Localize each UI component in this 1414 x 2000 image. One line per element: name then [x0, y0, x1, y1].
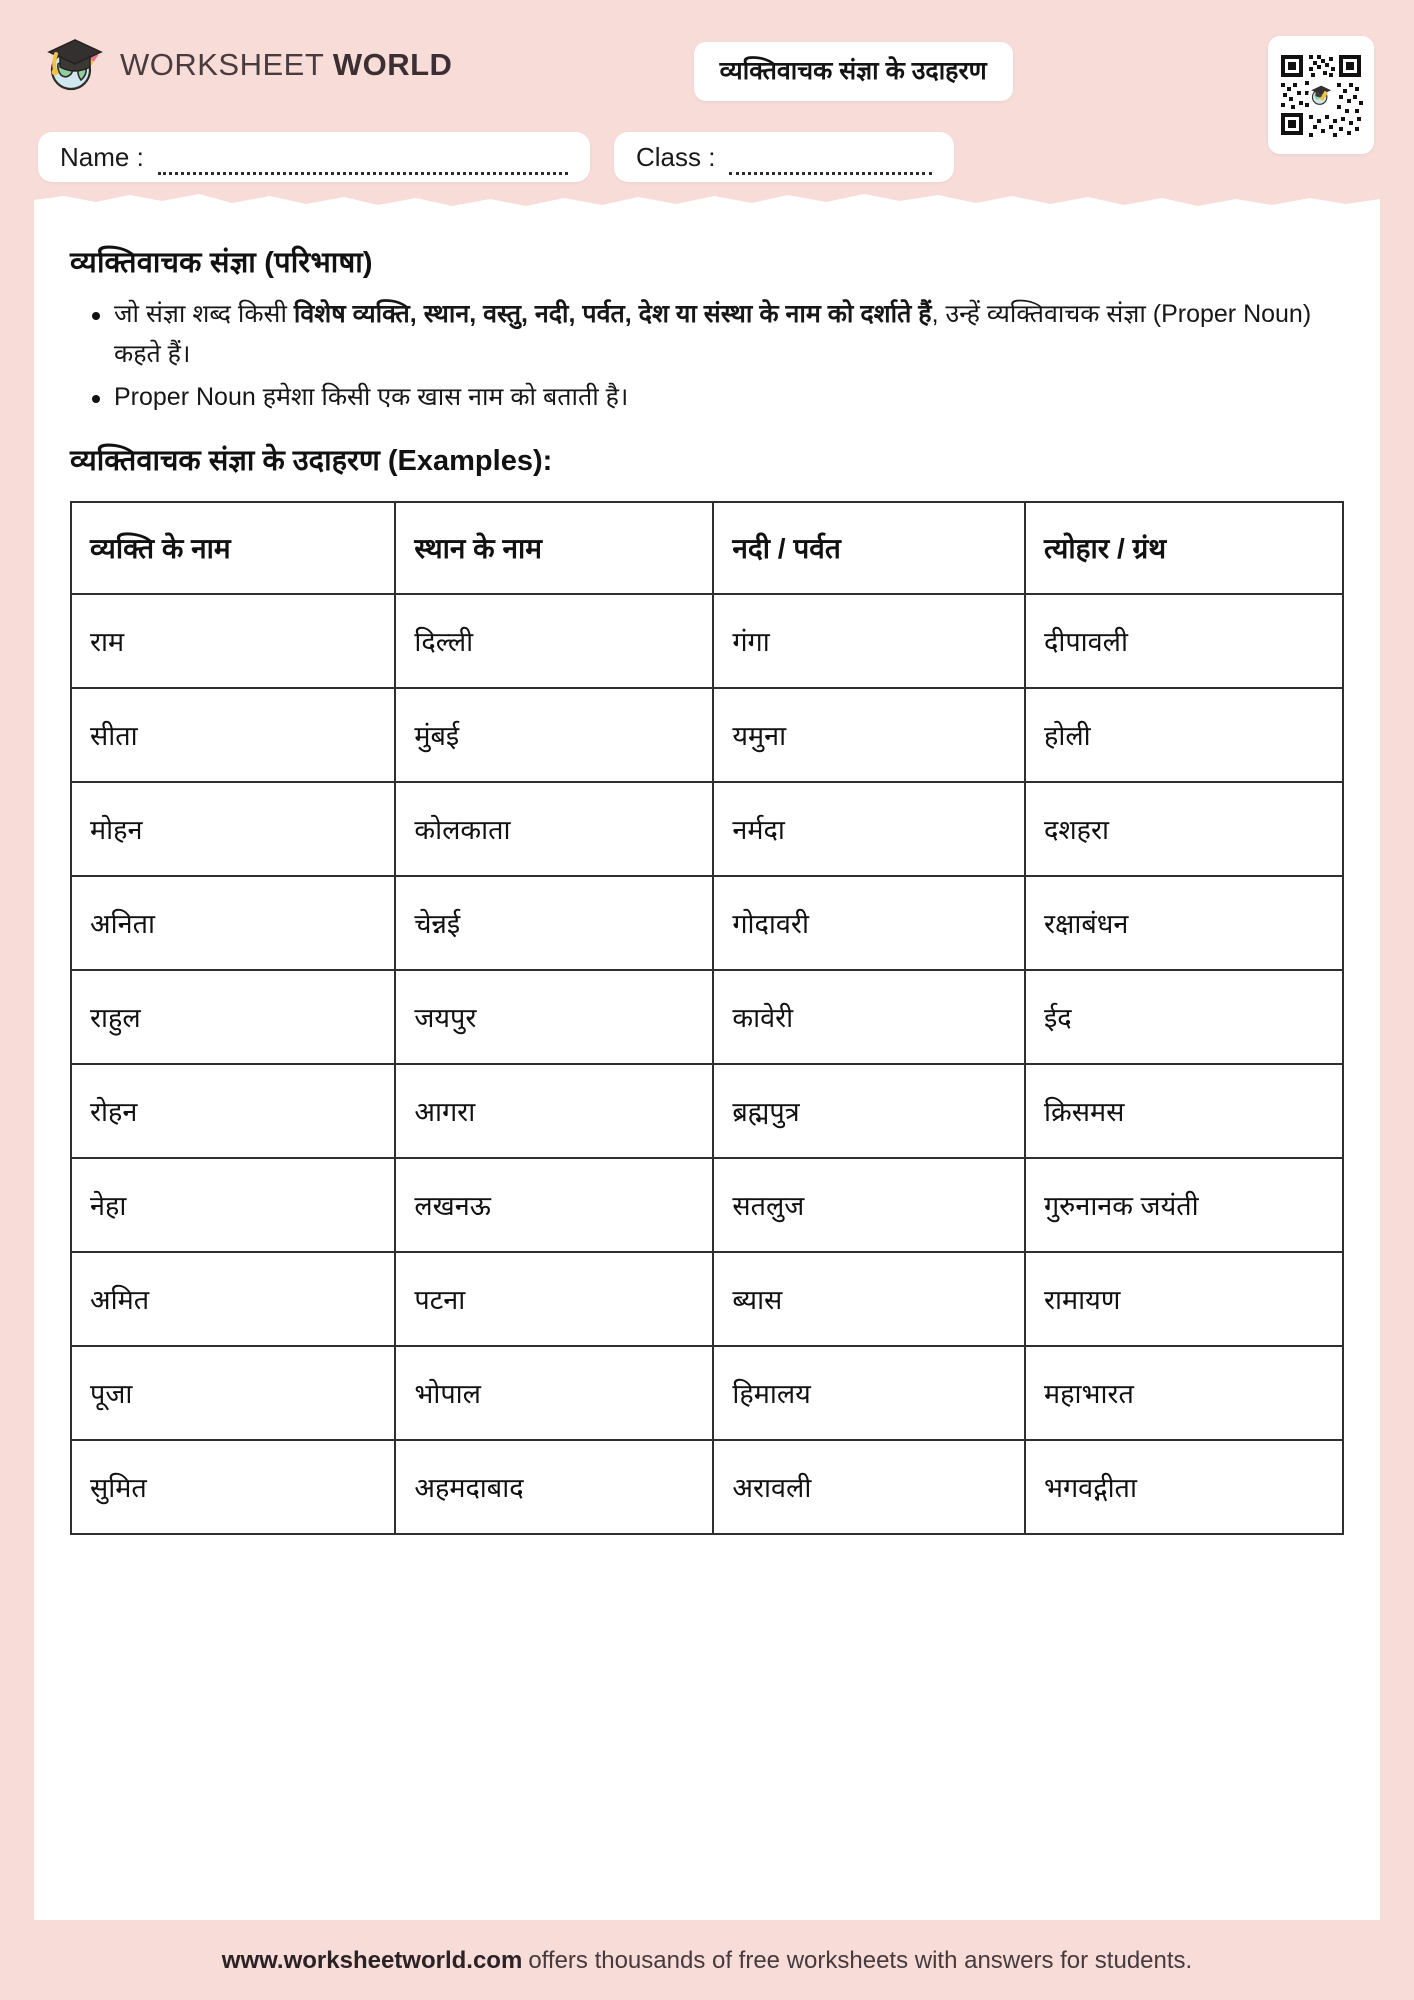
table-row — [71, 1064, 1343, 1158]
cell-person: अमित — [71, 1252, 395, 1346]
name-label: Name : — [60, 141, 144, 172]
cell-festival-scripture: भगवद्गीता — [1025, 1440, 1343, 1534]
cell-river-mountain: सतलुज — [713, 1158, 1025, 1252]
qr-code-icon — [1277, 47, 1365, 143]
cell-festival-scripture: दशहरा — [1025, 782, 1343, 876]
qr-code-panel[interactable] — [1268, 36, 1374, 154]
name-input[interactable] — [158, 153, 568, 175]
cell-festival-scripture: होली — [1025, 688, 1343, 782]
class-label: Class : — [636, 141, 716, 172]
definition-heading: व्यक्तिवाचक संज्ञा (परिभाषा) — [70, 247, 373, 279]
column-header-person: व्यक्ति के नाम — [71, 502, 395, 594]
column-header-festival-scripture: त्योहार / ग्रंथ — [1025, 502, 1343, 594]
examples-heading: व्यक्तिवाचक संज्ञा के उदाहरण (Examples): — [70, 444, 553, 477]
cell-festival-scripture: गुरुनानक जयंती — [1025, 1158, 1343, 1252]
examples-table — [70, 501, 1344, 1535]
class-field[interactable] — [614, 132, 954, 182]
cell-place: अहमदाबाद — [395, 1440, 713, 1534]
cell-river-mountain: यमुना — [713, 688, 1025, 782]
bullet-1-emphasis: विशेष व्यक्ति, स्थान, वस्तु, नदी, पर्वत, देश या संस्था के नाम को दर्शाते हैं — [293, 300, 932, 328]
cell-festival-scripture: रामायण — [1025, 1252, 1343, 1346]
cell-place: चेन्नई — [395, 876, 713, 970]
brand-name: WORKSHEET WORLD — [120, 47, 453, 82]
cell-river-mountain: ब्यास — [713, 1252, 1025, 1346]
cell-river-mountain: हिमालय — [713, 1346, 1025, 1440]
bullet-2-part1: Proper Noun हमेशा किसी एक खास नाम को बताती है। — [114, 383, 629, 411]
cell-place: पटना — [395, 1252, 713, 1346]
cell-river-mountain: गोदावरी — [713, 876, 1025, 970]
cell-river-mountain: ब्रह्मपुत्र — [713, 1064, 1025, 1158]
graduation-cap-globe-pencil-logo — [44, 34, 106, 96]
cell-place: मुंबई — [395, 688, 713, 782]
cell-festival-scripture: रक्षाबंधन — [1025, 876, 1343, 970]
table-row — [71, 1346, 1343, 1440]
definition-bullet-2 — [70, 378, 1344, 418]
footer-url[interactable]: www.worksheetworld.com — [221, 1947, 523, 1974]
table-row — [71, 970, 1343, 1064]
bullet-1-part2: , उन्हें व्यक्तिवाचक संज्ञा (Proper Noun) कहते हैं। — [114, 300, 1312, 368]
table-row — [71, 594, 1343, 688]
cell-person: सुमित — [71, 1440, 395, 1534]
cell-place: आगरा — [395, 1064, 713, 1158]
cell-festival-scripture: दीपावली — [1025, 594, 1343, 688]
table-row — [71, 688, 1343, 782]
cell-person: रोहन — [71, 1064, 395, 1158]
footer-text: offers thousands of free worksheets with answers for students. — [528, 1947, 1193, 1974]
cell-person: राम — [71, 594, 395, 688]
examples-table-head — [71, 502, 1343, 594]
worksheet-footer — [0, 1922, 1414, 2000]
table-row — [71, 1158, 1343, 1252]
cell-person: मोहन — [71, 782, 395, 876]
examples-table-body — [71, 594, 1343, 1534]
definition-bullet-list — [70, 295, 1344, 418]
cell-river-mountain: कावेरी — [713, 970, 1025, 1064]
cell-place: भोपाल — [395, 1346, 713, 1440]
brand — [30, 28, 452, 96]
table-row — [71, 782, 1343, 876]
cell-person: सीता — [71, 688, 395, 782]
bullet-1-part1: जो संज्ञा शब्द किसी — [114, 300, 294, 328]
table-row — [71, 876, 1343, 970]
header-top-row — [30, 28, 1384, 116]
table-row — [71, 1440, 1343, 1534]
cell-festival-scripture: क्रिसमस — [1025, 1064, 1343, 1158]
worksheet-title-badge: व्यक्तिवाचक संज्ञा के उदाहरण — [694, 42, 1013, 101]
student-fields — [30, 132, 1384, 182]
cell-person: राहुल — [71, 970, 395, 1064]
cell-river-mountain: गंगा — [713, 594, 1025, 688]
column-header-river-mountain: नदी / पर्वत — [713, 502, 1025, 594]
cell-river-mountain: अरावली — [713, 1440, 1025, 1534]
cell-festival-scripture: महाभारत — [1025, 1346, 1343, 1440]
cell-person: पूजा — [71, 1346, 395, 1440]
class-input[interactable] — [729, 153, 932, 175]
cell-place: लखनऊ — [395, 1158, 713, 1252]
cell-person: नेहा — [71, 1158, 395, 1252]
worksheet-header — [0, 0, 1414, 208]
definition-bullet-1 — [70, 295, 1344, 374]
worksheet-sheet — [34, 208, 1380, 1920]
cell-river-mountain: नर्मदा — [713, 782, 1025, 876]
table-header-row — [71, 502, 1343, 594]
cell-place: जयपुर — [395, 970, 713, 1064]
cell-festival-scripture: ईद — [1025, 970, 1343, 1064]
name-field[interactable] — [38, 132, 590, 182]
cell-place: दिल्ली — [395, 594, 713, 688]
cell-place: कोलकाता — [395, 782, 713, 876]
column-header-place: स्थान के नाम — [395, 502, 713, 594]
table-row — [71, 1252, 1343, 1346]
cell-person: अनिता — [71, 876, 395, 970]
